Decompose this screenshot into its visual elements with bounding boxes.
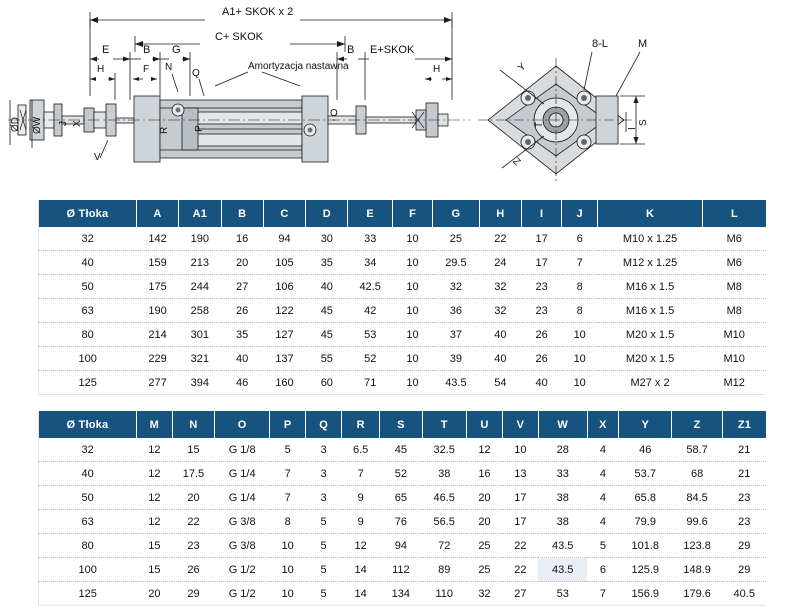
- table-cell: 99.6: [672, 510, 723, 534]
- table-cell: 36: [433, 299, 480, 323]
- table-cell: 16: [466, 462, 502, 486]
- table-cell: 16: [221, 227, 263, 251]
- table-cell: 21: [722, 462, 766, 486]
- table-cell: 29: [722, 558, 766, 582]
- table-cell: 12: [136, 486, 172, 510]
- table-cell: 46: [221, 371, 263, 395]
- table-cell: 7: [342, 462, 380, 486]
- dim-label-c-skok: C+ SKOK: [215, 31, 263, 43]
- table-cell: 23: [522, 299, 562, 323]
- table-cell: 26: [221, 299, 263, 323]
- dim-label-a1-skok2: A1+ SKOK x 2: [222, 6, 294, 18]
- table-cell: M8: [702, 299, 766, 323]
- table-cell: 23: [722, 510, 766, 534]
- table-cell: 15: [136, 558, 172, 582]
- table-cell: 30: [306, 227, 348, 251]
- table-cell: 12: [466, 438, 502, 462]
- table-cell: M12 x 1.25: [598, 251, 703, 275]
- table-cell: 94: [380, 534, 422, 558]
- column-header: P: [270, 411, 306, 438]
- table-cell: 27: [502, 582, 538, 606]
- dimensions-table-2: [39, 411, 766, 605]
- table-cell: 35: [221, 323, 263, 347]
- table-cell: 5: [306, 558, 342, 582]
- table-cell: 20: [466, 510, 502, 534]
- table-cell: 20: [136, 582, 172, 606]
- table-cell: 8: [562, 275, 598, 299]
- dim-label-amortyzacja: Amortyzacja nastawna: [248, 61, 349, 72]
- dim-label-b-left: B: [143, 44, 151, 56]
- column-header: B: [221, 200, 263, 227]
- table-cell: 84.5: [672, 486, 723, 510]
- table-cell: 23: [722, 486, 766, 510]
- table-cell: 43.5: [433, 371, 480, 395]
- table-cell: M10: [702, 323, 766, 347]
- table-cell: 10: [562, 347, 598, 371]
- table-cell: 45: [380, 438, 422, 462]
- table-row: [39, 323, 766, 347]
- table-cell: 29: [722, 534, 766, 558]
- table-cell: 101.8: [619, 534, 672, 558]
- table-cell: 301: [179, 323, 221, 347]
- table-cell: G 3/8: [215, 534, 270, 558]
- table-cell: 53.7: [619, 462, 672, 486]
- table-cell: 26: [522, 347, 562, 371]
- column-header: M: [136, 411, 172, 438]
- table-cell: 89: [422, 558, 466, 582]
- dim-label-z-right: Z: [510, 156, 523, 169]
- table-cell: 68: [672, 462, 723, 486]
- table-cell: 22: [172, 510, 214, 534]
- table-cell: 6: [587, 558, 619, 582]
- table-cell: 17: [522, 251, 562, 275]
- table-cell: 190: [179, 227, 221, 251]
- table-cell: 10: [392, 299, 432, 323]
- table-cell: M12: [702, 371, 766, 395]
- table-cell: 142: [136, 227, 178, 251]
- dim-label-x-left: X: [72, 120, 83, 127]
- column-header: A1: [179, 200, 221, 227]
- table-cell: 12: [136, 510, 172, 534]
- dim-label-g-left: G: [172, 44, 181, 56]
- table-cell: M20 x 1.5: [598, 347, 703, 371]
- row-label-bore: 80: [39, 323, 136, 347]
- table-cell: 45: [306, 323, 348, 347]
- table-cell: 46.5: [422, 486, 466, 510]
- table-cell: 26: [172, 558, 214, 582]
- table-cell: 52: [380, 462, 422, 486]
- table-cell: 10: [562, 371, 598, 395]
- table-cell: 52: [348, 347, 392, 371]
- column-header: N: [172, 411, 214, 438]
- table-cell: 5: [306, 510, 342, 534]
- dim-label-f-left: F: [143, 64, 150, 75]
- table-cell: 175: [136, 275, 178, 299]
- table-cell: 10: [392, 371, 432, 395]
- table-row: [39, 534, 766, 558]
- table-cell: 33: [348, 227, 392, 251]
- table-cell: 125.9: [619, 558, 672, 582]
- column-header: R: [342, 411, 380, 438]
- column-header: Ø Tłoka: [39, 411, 136, 438]
- table-cell: 277: [136, 371, 178, 395]
- table-cell: 29.5: [433, 251, 480, 275]
- table-cell: 9: [342, 510, 380, 534]
- row-label-bore: 40: [39, 462, 136, 486]
- table-cell: 32.5: [422, 438, 466, 462]
- table-1-outer: [38, 200, 765, 395]
- table-1-wrapper: [0, 200, 803, 395]
- column-header: Q: [306, 411, 342, 438]
- table-cell: 40.5: [722, 582, 766, 606]
- table-cell: 43.5: [538, 534, 587, 558]
- table-cell: G 1/4: [215, 486, 270, 510]
- table-cell: 32: [479, 299, 521, 323]
- table-cell: 8: [270, 510, 306, 534]
- table-cell: 394: [179, 371, 221, 395]
- dim-label-h-left: H: [97, 64, 105, 75]
- table-cell: 160: [263, 371, 305, 395]
- table-cell: 148.9: [672, 558, 723, 582]
- table-cell: 37: [433, 323, 480, 347]
- column-header: U: [466, 411, 502, 438]
- column-header: K: [598, 200, 703, 227]
- table-cell: 40: [479, 323, 521, 347]
- table-cell: M8: [702, 275, 766, 299]
- table-cell: 7: [587, 582, 619, 606]
- column-header: X: [587, 411, 619, 438]
- table-cell: 4: [587, 438, 619, 462]
- table-cell: 123.8: [672, 534, 723, 558]
- dim-label-m-right: M: [638, 38, 648, 50]
- table-cell: 40: [522, 371, 562, 395]
- table-cell: 20: [172, 486, 214, 510]
- table-cell: 190: [136, 299, 178, 323]
- table-cell: 12: [136, 462, 172, 486]
- technical-drawing: [0, 0, 803, 200]
- table-cell: 4: [587, 462, 619, 486]
- table-cell: 17.5: [172, 462, 214, 486]
- row-label-bore: 32: [39, 227, 136, 251]
- column-header: J: [562, 200, 598, 227]
- table-cell: 12: [136, 438, 172, 462]
- column-header: W: [538, 411, 587, 438]
- table-cell: M6: [702, 227, 766, 251]
- table-2-head: [39, 411, 766, 438]
- column-header: Z1: [722, 411, 766, 438]
- table-cell: 55: [306, 347, 348, 371]
- table-row: [39, 438, 766, 462]
- table-cell: G 1/2: [215, 582, 270, 606]
- table-cell: M27 x 2: [598, 371, 703, 395]
- table-cell: 25: [466, 558, 502, 582]
- table-cell: 43.5: [538, 558, 587, 582]
- table-cell: 46: [619, 438, 672, 462]
- row-label-bore: 125: [39, 582, 136, 606]
- table-row: [39, 299, 766, 323]
- column-header: L: [702, 200, 766, 227]
- table-cell: 65: [380, 486, 422, 510]
- table-cell: G 1/4: [215, 462, 270, 486]
- column-header: I: [522, 200, 562, 227]
- table-cell: 42: [348, 299, 392, 323]
- column-header: A: [136, 200, 178, 227]
- table-cell: 8: [562, 299, 598, 323]
- table-cell: 40: [479, 347, 521, 371]
- dim-label-s-right: S: [638, 119, 649, 126]
- column-header: G: [433, 200, 480, 227]
- table-cell: 10: [270, 534, 306, 558]
- row-label-bore: 80: [39, 534, 136, 558]
- table-cell: 134: [380, 582, 422, 606]
- table-row: [39, 371, 766, 395]
- table-cell: 10: [392, 251, 432, 275]
- table-cell: 137: [263, 347, 305, 371]
- table-row: [39, 462, 766, 486]
- table-row: [39, 251, 766, 275]
- table-cell: 27: [221, 275, 263, 299]
- table-cell: 22: [479, 227, 521, 251]
- table-cell: 13: [502, 462, 538, 486]
- column-header: V: [502, 411, 538, 438]
- table-1-body: [39, 227, 766, 394]
- table-cell: 15: [136, 534, 172, 558]
- dim-label-y-right: Y: [516, 61, 529, 74]
- column-header: Y: [619, 411, 672, 438]
- table-cell: 24: [479, 251, 521, 275]
- table-cell: 33: [538, 462, 587, 486]
- row-label-bore: 50: [39, 275, 136, 299]
- table-cell: 25: [433, 227, 480, 251]
- table-cell: 9: [342, 486, 380, 510]
- table-cell: 110: [422, 582, 466, 606]
- dim-label-e-left: E: [102, 44, 110, 56]
- table-cell: 54: [479, 371, 521, 395]
- table-cell: 21: [722, 438, 766, 462]
- row-label-bore: 125: [39, 371, 136, 395]
- table-cell: 258: [179, 299, 221, 323]
- table-cell: 32: [466, 582, 502, 606]
- table-cell: 6.5: [342, 438, 380, 462]
- table-cell: 79.9: [619, 510, 672, 534]
- table-cell: G 1/2: [215, 558, 270, 582]
- table-cell: 71: [348, 371, 392, 395]
- dimensions-table-1: [39, 200, 766, 394]
- table-cell: 12: [342, 534, 380, 558]
- table-cell: 5: [587, 534, 619, 558]
- dim-label-e-skok: E+SKOK: [370, 44, 415, 56]
- table-cell: 4: [587, 510, 619, 534]
- table-cell: 22: [502, 558, 538, 582]
- table-cell: 26: [522, 323, 562, 347]
- dim-label-q-left: Q: [192, 68, 200, 79]
- table-cell: 4: [587, 486, 619, 510]
- table-cell: 58.7: [672, 438, 723, 462]
- table-cell: 14: [342, 582, 380, 606]
- column-header: H: [479, 200, 521, 227]
- table-cell: 35: [306, 251, 348, 275]
- row-label-bore: 100: [39, 558, 136, 582]
- table-cell: 112: [380, 558, 422, 582]
- row-label-bore: 63: [39, 299, 136, 323]
- table-cell: 179.6: [672, 582, 723, 606]
- table-1-header-row: [39, 200, 766, 227]
- table-cell: 229: [136, 347, 178, 371]
- table-cell: 94: [263, 227, 305, 251]
- table-cell: 34: [348, 251, 392, 275]
- column-header: D: [306, 200, 348, 227]
- table-cell: 10: [392, 323, 432, 347]
- dim-label-b-right: B: [347, 44, 355, 56]
- table-2-wrapper: [0, 411, 803, 606]
- column-header: S: [380, 411, 422, 438]
- column-header: E: [348, 200, 392, 227]
- table-cell: 6: [562, 227, 598, 251]
- table-cell: 53: [538, 582, 587, 606]
- dim-label-o-center: O: [330, 108, 338, 119]
- drawing-svg: [0, 0, 803, 200]
- table-cell: 3: [306, 486, 342, 510]
- dim-label-t-right: T: [534, 121, 545, 128]
- table-cell: 15: [172, 438, 214, 462]
- table-1-head: [39, 200, 766, 227]
- column-header: T: [422, 411, 466, 438]
- table-row: [39, 275, 766, 299]
- table-cell: 23: [522, 275, 562, 299]
- table-cell: 23: [172, 534, 214, 558]
- table-cell: 10: [502, 438, 538, 462]
- table-cell: 38: [538, 486, 587, 510]
- table-2-outer: [38, 411, 765, 606]
- table-cell: 156.9: [619, 582, 672, 606]
- table-cell: 17: [502, 486, 538, 510]
- table-2-header-row: [39, 411, 766, 438]
- table-cell: 32: [433, 275, 480, 299]
- column-header: C: [263, 200, 305, 227]
- table-cell: 76: [380, 510, 422, 534]
- table-cell: M16 x 1.5: [598, 299, 703, 323]
- table-row: [39, 510, 766, 534]
- table-row: [39, 486, 766, 510]
- table-cell: 29: [172, 582, 214, 606]
- row-label-bore: 40: [39, 251, 136, 275]
- table-cell: M10 x 1.25: [598, 227, 703, 251]
- table-cell: 32: [479, 275, 521, 299]
- table-cell: 159: [136, 251, 178, 275]
- row-label-bore: 50: [39, 486, 136, 510]
- row-label-bore: 32: [39, 438, 136, 462]
- table-cell: 7: [270, 486, 306, 510]
- dim-label-8l: 8-L: [592, 38, 608, 50]
- dim-label-i-right: I: [627, 127, 638, 130]
- table-cell: 42.5: [348, 275, 392, 299]
- table-2-body: [39, 438, 766, 605]
- table-row: [39, 347, 766, 371]
- table-cell: G 1/8: [215, 438, 270, 462]
- table-cell: 53: [348, 323, 392, 347]
- dim-label-p-left: P: [194, 125, 205, 132]
- table-cell: 10: [392, 227, 432, 251]
- table-cell: 17: [522, 227, 562, 251]
- table-cell: 72: [422, 534, 466, 558]
- table-cell: 244: [179, 275, 221, 299]
- table-cell: M20 x 1.5: [598, 323, 703, 347]
- dim-label-n-left: N: [165, 62, 173, 73]
- dim-label-v-left: V: [94, 152, 101, 163]
- row-label-bore: 100: [39, 347, 136, 371]
- table-cell: M16 x 1.5: [598, 275, 703, 299]
- dim-label-diam-w: ØW: [32, 116, 43, 134]
- table-cell: M10: [702, 347, 766, 371]
- row-label-bore: 63: [39, 510, 136, 534]
- table-cell: 10: [392, 275, 432, 299]
- table-cell: 10: [562, 323, 598, 347]
- table-cell: 7: [270, 462, 306, 486]
- column-header: F: [392, 200, 432, 227]
- dim-label-diam-d: ØD: [10, 117, 21, 132]
- table-cell: 28: [538, 438, 587, 462]
- dim-label-j-left: J: [58, 121, 69, 126]
- table-cell: G 3/8: [215, 510, 270, 534]
- table-cell: 214: [136, 323, 178, 347]
- table-cell: 60: [306, 371, 348, 395]
- table-cell: 5: [270, 438, 306, 462]
- table-cell: 14: [342, 558, 380, 582]
- table-cell: 10: [392, 347, 432, 371]
- table-cell: 40: [306, 275, 348, 299]
- table-cell: 38: [538, 510, 587, 534]
- table-cell: 10: [270, 582, 306, 606]
- table-cell: 25: [466, 534, 502, 558]
- table-cell: 213: [179, 251, 221, 275]
- table-cell: 7: [562, 251, 598, 275]
- table-cell: 122: [263, 299, 305, 323]
- table-cell: 22: [502, 534, 538, 558]
- table-cell: 65.8: [619, 486, 672, 510]
- table-cell: 39: [433, 347, 480, 371]
- table-cell: 3: [306, 438, 342, 462]
- table-cell: 5: [306, 534, 342, 558]
- table-cell: 105: [263, 251, 305, 275]
- table-cell: 38: [422, 462, 466, 486]
- table-cell: 40: [221, 347, 263, 371]
- table-cell: 3: [306, 462, 342, 486]
- table-cell: 17: [502, 510, 538, 534]
- table-gap: [0, 395, 803, 411]
- table-cell: 45: [306, 299, 348, 323]
- table-row: [39, 582, 766, 606]
- table-cell: 5: [306, 582, 342, 606]
- dim-label-h-right: H: [433, 64, 441, 75]
- column-header: Z: [672, 411, 723, 438]
- table-cell: 127: [263, 323, 305, 347]
- column-header: Ø Tłoka: [39, 200, 136, 227]
- table-row: [39, 227, 766, 251]
- dim-label-r-left: R: [159, 126, 170, 134]
- table-cell: 106: [263, 275, 305, 299]
- table-cell: 56.5: [422, 510, 466, 534]
- table-cell: 20: [466, 486, 502, 510]
- table-cell: 10: [270, 558, 306, 582]
- table-cell: 321: [179, 347, 221, 371]
- table-cell: 20: [221, 251, 263, 275]
- table-cell: M6: [702, 251, 766, 275]
- column-header: O: [215, 411, 270, 438]
